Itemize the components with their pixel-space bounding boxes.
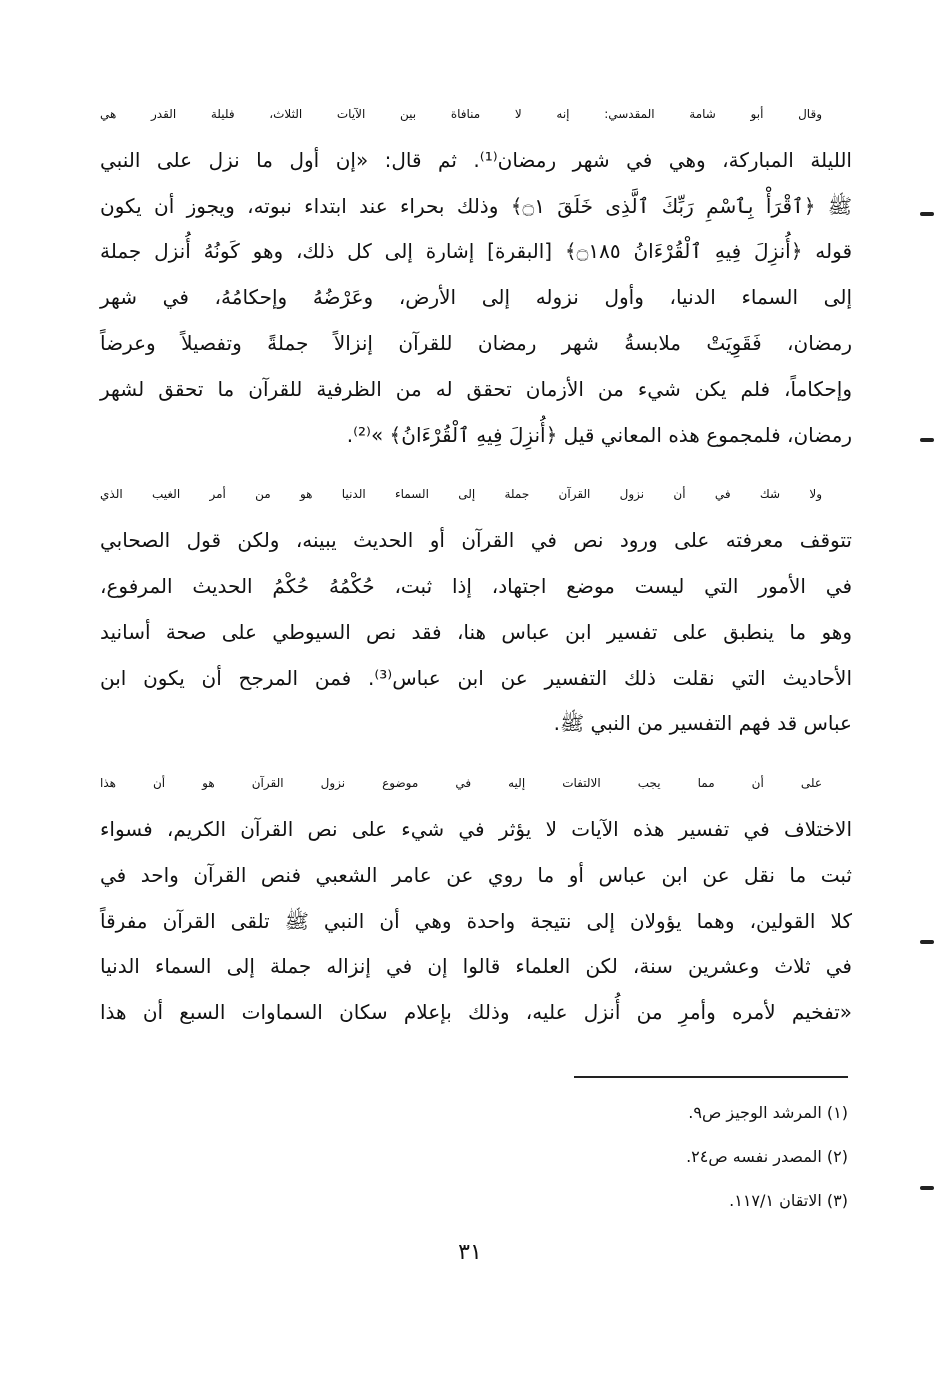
footnote-3: (٣) الاتقان ١١٧/١. [729,1191,848,1210]
text-line: على أن مما يجب الالتفات إليه في موضوع نزول القرآن هو أن هذا [100,776,822,791]
text-line: وهو ما ينطبق على تفسير ابن عباس هنا، فقد نص السيوطي على صحة أسانيد [100,619,852,644]
body-text [100,92,852,1050]
text-line: «تفخيم لأمره وأمرِ من أُنزل عليه، وذلك بإعلام سكان السماوات السبع أن هذا [100,1000,852,1025]
text-line: الليلة المباركة، وهي في شهر رمضان⁽¹⁾. ثم قال: «إن أول ما نزل على النبي [100,147,852,172]
footnotes [400,1098,848,1230]
text-line: قوله ﴿أُنزِلَ فِيهِ ٱلْقُرْءَانُ ۝١٨٥﴾ [البقرة] إشارة إلى كل ذلك، وهو كَونُهُ أُنزل جملة [100,239,853,264]
footnote-1: (١) المرشد الوجيز ص٩. [688,1103,848,1122]
margin-mark [920,438,934,442]
footnote-2: (٢) المصدر نفسه ص٢٤. [686,1147,848,1166]
paragraph-2 [100,472,852,747]
text-line: ﷺ ﴿ٱقْرَأْ بِٱسْمِ رَبِّكَ ٱلَّذِى خَلَقَ ۝١﴾ وذلك بحراء عند ابتداء نبوته، ويجوز أن يكون [100,193,852,218]
text-line: ولا شك في أن نزول القرآن جملة إلى السماء الدنيا هو من أمر الغيب الذي [100,487,822,502]
paragraph-1 [100,92,852,458]
text-line: وإحكاماً، فلم يكن شيء من الأزمان تحقق له من الظرفية للقرآن ما تحقق لشهر [100,376,852,401]
text-line: الأحاديث التي نقلت ذلك التفسير عن ابن عباس⁽³⁾. فمن المرجح أن يكون ابن [100,665,853,690]
text-line: في ثلاث وعشرين سنة، لكن العلماء قالوا إن في إنزاله جملة إلى السماء الدنيا [100,954,852,979]
page-number: ٣١ [458,1240,482,1265]
text-line: رمضان، فَقَوِيَتْ ملابسةُ شهر رمضان للقرآن إنزالاً جملةً وتفصيلاً وعرضاً [100,330,852,355]
text-line: إلى السماء الدنيا، وأول نزوله إلى الأرض، وعَرْضُهُ وإحكامُهُ، في شهر [100,285,852,310]
text-line: تتوقف معرفته على ورود نص في القرآن أو الحديث يبينه، ولكن قول الصحابي [100,528,852,553]
text-line: عباس قد فهم التفسير من النبي ﷺ. [553,711,852,736]
text-line: في الأمور التي ليست موضع اجتهاد، إذا ثبت، حُكْمُهُ حُكْمُ الحديث المرفوع، [100,573,852,598]
margin-mark [920,212,934,216]
text-line: ثبت ما نقل عن ابن عباس أو ما روي عن عامر الشعبي فنص القرآن واحد في [100,862,852,887]
footnote-separator [574,1076,848,1078]
text-line: وقال أبو شامة المقدسي: إنه لا منافاة بين الآيات الثلاث، فليلة القدر هي [100,107,822,121]
text-line: الاختلاف في تفسير هذه الآيات لا يؤثر في شيء على نص القرآن الكريم، فسواء [100,816,852,841]
paragraph-3 [100,761,852,1036]
margin-mark [920,940,934,944]
text-line: كلا القولين، وهما يؤولان إلى نتيجة واحدة وهي أن النبي ﷺ تلقى القرآن مفرقاً [100,908,852,933]
margin-mark [920,1186,934,1190]
text-line: رمضان، فلمجموع هذه المعاني قيل ﴿أُنزِلَ فِيهِ ٱلْقُرْءَانُ﴾ »⁽²⁾. [346,422,852,447]
